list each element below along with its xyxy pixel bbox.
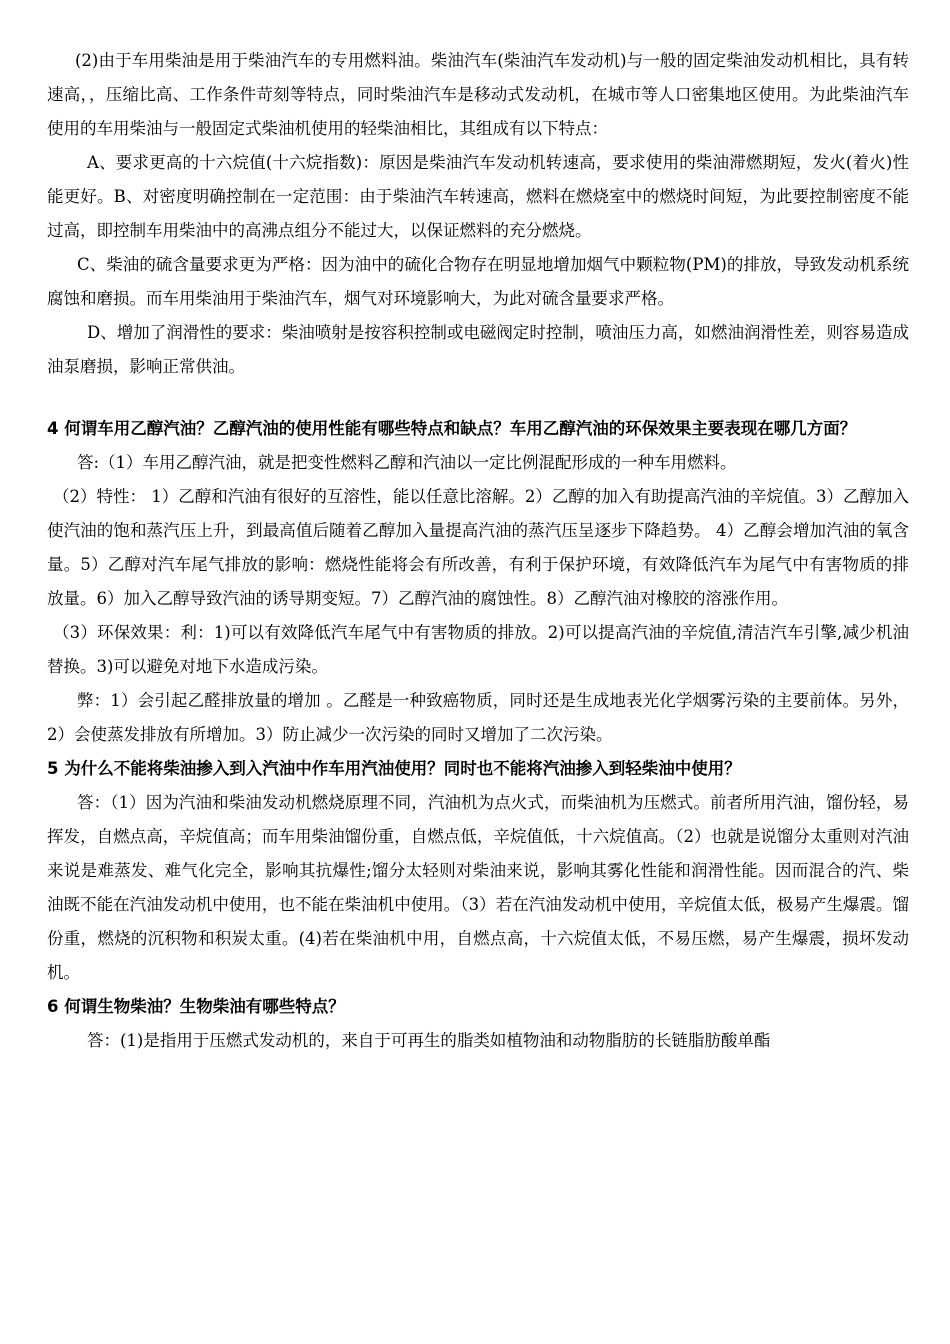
spacer: [47, 384, 909, 412]
question-5-heading: 5 为什么不能将柴油掺入到入汽油中作车用汽油使用？同时也不能将汽油掺入到轻柴油中使用？: [47, 759, 741, 778]
answer-4-part-1: 答:（1）车用乙醇汽油，就是把变性燃料乙醇和汽油以一定比例混配形成的一种车用燃料。: [77, 453, 737, 472]
question-4-heading: 4 何谓车用乙醇汽油？乙醇汽油的使用性能有哪些特点和缺点？车用乙醇汽油的环保效果主要表现在哪几方面？: [47, 419, 857, 438]
document-page: [47, 44, 909, 1058]
paragraph-diesel-intro: (2)由于车用柴油是用于柴油汽车的专用燃料油。柴油汽车(柴油汽车发动机)与一般的固定柴油发动机相比，具有转速高，，压缩比高、工作条件苛刻等特点，同时柴油汽车是移动式发动机，在城市等人口密集地区使用。为此柴油汽车使用的车用柴油与一般固定式柴油机使用的轻柴油相比，其组成有以下特点：: [47, 51, 909, 138]
paragraph-point-c: C、柴油的硫含量要求更为严格：因为油中的硫化合物存在明显地增加烟气中颗粒物(PM)的排放，导致发动机系统腐蚀和磨损。而车用柴油用于柴油汽车，烟气对环境影响大，为此对硫含量要求严格。: [47, 255, 909, 308]
answer-5: 答：（1）因为汽油和柴油发动机燃烧原理不同，汽油机为点火式，而柴油机为压燃式。前者所用汽油，馏份轻，易挥发，自燃点高，辛烷值高；而车用柴油馏份重，自燃点低，辛烷值低，十六烷值高。（2）也就是说馏分太重则对汽油来说是难蒸发、难气化完全，影响其抗爆性;馏分太轻则对柴油来说，影响其雾化性能和润滑性能。因而混合的汽、柴油既不能在汽油发动机中使用，也不能在柴油机中使用。（3）若在汽油发动机中使用，辛烷值太低，极易产生爆震。馏份重，燃烧的沉积物和积炭太重。(4)若在柴油机中用，自燃点高，十六烷值太低，不易压燃，易产生爆震，损坏发动机。: [47, 793, 909, 982]
answer-4-part-4: 弊：1）会引起乙醛排放量的增加 。乙醛是一种致癌物质，同时还是生成地表光化学烟雾污染的主要前体。另外，2）会使蒸发排放有所增加。3）防止减少一次污染的同时又增加了二次污染。: [47, 691, 909, 744]
answer-4-part-2: （2）特性： 1）乙醇和汽油有很好的互溶性，能以任意比溶解。2）乙醇的加入有助提高汽油的辛烷值。3）乙醇加入使汽油的饱和蒸汽压上升，到最高值后随着乙醇加入量提高汽油的蒸汽压呈逐步下降趋势。 4）乙醇会增加汽油的氧含量。5）乙醇对汽车尾气排放的影响：燃烧性能将会有所改善，有利于保护环境，有效降低汽车为尾气中有害物质的排放量。6）加入乙醇导致汽油的诱导期变短。7）乙醇汽油的腐蚀性。8）乙醇汽油对橡胶的溶涨作用。: [47, 487, 909, 608]
paragraph-point-d: D、增加了润滑性的要求：柴油喷射是按容积控制或电磁阀定时控制，喷油压力高，如燃油润滑性差，则容易造成油泵磨损，影响正常供油。: [47, 323, 909, 376]
question-6-heading: 6 何谓生物柴油？生物柴油有哪些特点？: [47, 997, 345, 1016]
paragraph-point-a-b: A、要求更高的十六烷值(十六烷指数)：原因是柴油汽车发动机转速高，要求使用的柴油滞燃期短，发火(着火)性能更好。B、对密度明确控制在一定范围：由于柴油汽车转速高，燃料在燃烧室中的燃烧时间短，为此要控制密度不能过高，即控制车用柴油中的高沸点组分不能过大，以保证燃料的充分燃烧。: [47, 153, 909, 240]
answer-6: 答：(1)是指用于压燃式发动机的，来自于可再生的脂类如植物油和动物脂肪的长链脂肪酸单酯: [87, 1031, 771, 1050]
answer-4-part-3: （3）环保效果：利：1)可以有效降低汽车尾气中有害物质的排放。2)可以提高汽油的辛烷值,清洁汽车引擎,减少机油替换。3)可以避免对地下水造成污染。: [47, 623, 909, 676]
